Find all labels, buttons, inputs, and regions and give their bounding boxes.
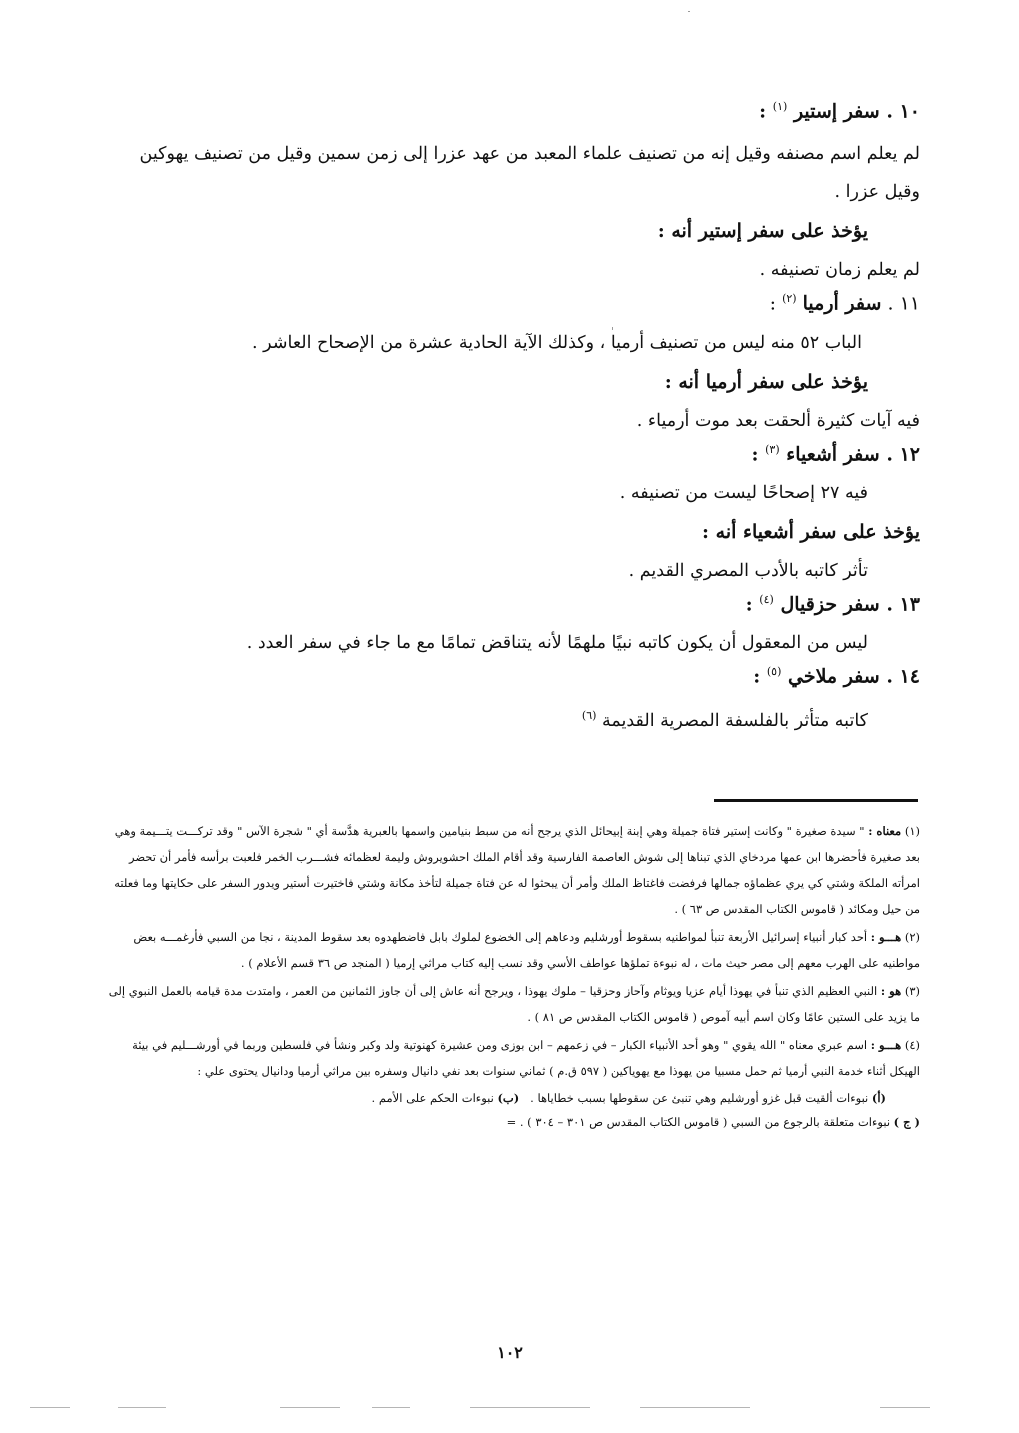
footnote-2 — [100, 924, 920, 976]
paragraph-line: فيه ٢٧ إصحاحًا ليست من تصنيفه . — [619, 482, 868, 503]
footnote-text: النبي العظيم الذي تنبأ في يهوذا أيام عزيا ويوثام وآحاز وحزقيا – ملوك يهوذا ، ويرجح أنه عاش إلى أن جاوز الثمانين من العمر ، وامتدت مدة قيامه بالعمل النبوي إلى ما يزيد على الستين عامًا وكان اسم أبيه آموص ( قاموس الكتاب المقدس ص ٨١ ) . — [108, 984, 920, 1024]
footnote-number: (١) — [904, 824, 920, 838]
scan-edge-line — [640, 1407, 750, 1408]
colon: : — [769, 292, 777, 315]
footnotes — [100, 818, 920, 1134]
scan-edge-line — [880, 1407, 930, 1408]
objection-heading: يؤخذ على سفر أشعياء أنه : — [702, 520, 920, 543]
scan-edge-line — [280, 1407, 340, 1408]
scan-edge-line — [372, 1407, 410, 1408]
section-number: ١٢ — [899, 442, 920, 465]
footnote-4-item-c — [100, 1110, 920, 1134]
section-title: سفر ملاخي — [787, 665, 880, 688]
section-number: ١٣ — [899, 593, 920, 616]
footnote-ref: (٢) — [782, 292, 797, 306]
footnote-ref: (٤) — [759, 592, 774, 606]
footnote-3 — [100, 978, 920, 1030]
footnote-key: هو : — [880, 984, 902, 998]
footnote-text: اسم عبري معناه " الله يقوي " وهو أحد الأنبياء الكبار – في زعمهم – ابن بوزى ومن عشيرة كهنوتية ولد وكبر ونشأ في فلسطين وربما في أورشـــليم في بيئة الهيكل أثناء خدمة النبي أرميا ثم حمل مسبيا من يهوذا مع يهوياكين ( ٥٩٧ ق.م ) ثماني سنوات بعد نفي دانيال وسفره بين مراثي أرميا ودانيال يحتوى علي : — [132, 1038, 920, 1078]
section-14-heading: ١٤ . سفر ملاخي $^{(٥)}$ : — [753, 665, 920, 688]
footnote-1 — [100, 818, 920, 922]
section-11-heading: ١١ . سفر أرميا $^{(٢)}$ : — [769, 292, 920, 315]
footnote-4 — [100, 1032, 920, 1084]
paragraph-text: كاتبه متأثر بالفلسفة المصرية القديمة — [602, 710, 868, 731]
item-mark: (ب) — [497, 1091, 520, 1105]
section-number: ١١ — [899, 292, 920, 315]
footnote-ref: (٥) — [766, 665, 782, 679]
section-number: ١٠ — [899, 100, 920, 123]
footnote-divider — [714, 799, 918, 802]
section-13-heading: ١٣ . سفر حزقيال $^{(٤)}$ : — [745, 592, 920, 616]
footnote-ref: (٣) — [765, 442, 780, 456]
colon: : — [745, 593, 753, 616]
paragraph-line: لم يعلم زمان تصنيفه . — [759, 260, 920, 281]
paragraph-line: وقيل عزرا . — [834, 182, 920, 203]
item-mark: (أ) — [871, 1091, 886, 1105]
section-title: سفر إستير — [793, 100, 880, 123]
footnote-ref: (١) — [772, 100, 788, 113]
page-number: ١٠٢ — [497, 1343, 523, 1362]
footnote-key: هـــو : — [870, 930, 902, 944]
footnote-text: " سيدة صغيرة " وكانت إستير فتاة جميلة وهي إبنة إبيحائل الذي يرجح أنه من سبط بنيامين واسمها بالعبرية هدَّسة أي " شجرة الآس " وقد تركـــت يتـــيمة وهي بعد صغيرة فأحضرها ابن عمها مردخاي الذي تبناها إلى شوش العاصمة الفارسية وقد أقام الملك احشويروش وليمة لعظمائه فشـــرب الخمر فلعبت برأسه فأمر أن تحضر امرأته الملكة وشتي كي يري عظماؤه جمالها فرفضت فاغتاظ الملك وأمر أن يبحثوا له عن فتاة جميلة لتأخذ مكانة وشتي فاختيرت أستير ويدور السفر على حكايتها وما فعلته من حيل ومكائد ( قاموس الكتاب المقدس ص ٦٣ ) . — [114, 824, 920, 916]
paragraph-line: ليس من المعقول أن يكون كاتبه نبيًا ملهمًا لأنه يتناقض تمامًا مع ما جاء في سفر العدد . — [246, 633, 868, 654]
section-title: سفر أرميا — [802, 292, 882, 315]
item-mark: ( ج ) — [893, 1115, 920, 1129]
objection-heading: يؤخذ على سفر أرميا أنه : — [664, 370, 868, 393]
section-10-heading: ١٠ . سفر إستير $^{(١)}$ : — [759, 100, 920, 123]
footnote-4-item-a — [100, 1086, 920, 1110]
section-title: سفر أشعياء — [786, 442, 880, 465]
colon: : — [753, 665, 761, 688]
section-title: سفر حزقيال — [780, 593, 880, 616]
paragraph-line — [100, 702, 920, 735]
paragraph-line: لم يعلم اسم مصنفه وقيل إنه من تصنيف علماء المعبد من عهد عزرا إلى زمن سمين وقيل من تصنيف يهوكين — [139, 144, 920, 165]
footnote-ref: (٦) — [581, 708, 597, 722]
paragraph-line: تأثر كاتبه بالأدب المصري القديم . — [628, 560, 868, 581]
scan-edge-line — [30, 1407, 70, 1408]
item-text: نبوءات الحكم على الأمم . — [371, 1091, 494, 1105]
footnote-number: (٣) — [904, 984, 920, 998]
footnote-number: (٢) — [904, 930, 920, 944]
footnote-key: هـــو : — [870, 1038, 902, 1052]
colon: : — [751, 442, 759, 465]
footnote-key: معناه : — [868, 824, 902, 838]
objection-heading: يؤخذ على سفر إستير أنه : — [657, 220, 868, 243]
paragraph-line: فيه آيات كثيرة ألحقت بعد موت أرمياء . — [636, 410, 920, 431]
paragraph-line: الباب ٥٢ منه ليس من تصنيف أرميا ، وكذلك الآية الحادية عشرة من الإصحاح العاشر . — [252, 332, 862, 353]
scan-edge-line — [470, 1407, 590, 1408]
footnote-number: (٤) — [904, 1038, 920, 1052]
section-number: ١٤ — [899, 665, 920, 688]
scan-speck — [688, 11, 690, 12]
item-text: نبوءات متعلقة بالرجوع من السبي ( قاموس الكتاب المقدس ص ٣٠١ – ٣٠٤ ) . = — [506, 1115, 891, 1129]
item-text: نبوءات ألقيت قبل غزو أورشليم وهي تنبئ عن سقوطها بسبب خطاياها . — [530, 1091, 869, 1105]
main-text — [100, 92, 920, 734]
section-12-heading: ١٢ . سفر أشعياء $^{(٣)}$ : — [751, 442, 920, 465]
footnote-text: أحد كبار أنبياء إسرائيل الأربعة تنبأ لمواطنيه بسقوط أورشليم ودعاهم إلى الخضوع لملوك بابل فاضطهدوه بعد سقوط المدينة ، نجا من السبي فأرغمـــه بعض مواطنيه على الهرب معهم إلى مصر حيث مات ، له نبوءة تملؤها عواطف الأسي وقد نسب إليه كتاب مراثي إرميا ( المنجد ص ٣٦ قسم الأعلام ) . — [133, 930, 920, 970]
colon: : — [759, 100, 767, 123]
scan-edge-line — [118, 1407, 166, 1408]
